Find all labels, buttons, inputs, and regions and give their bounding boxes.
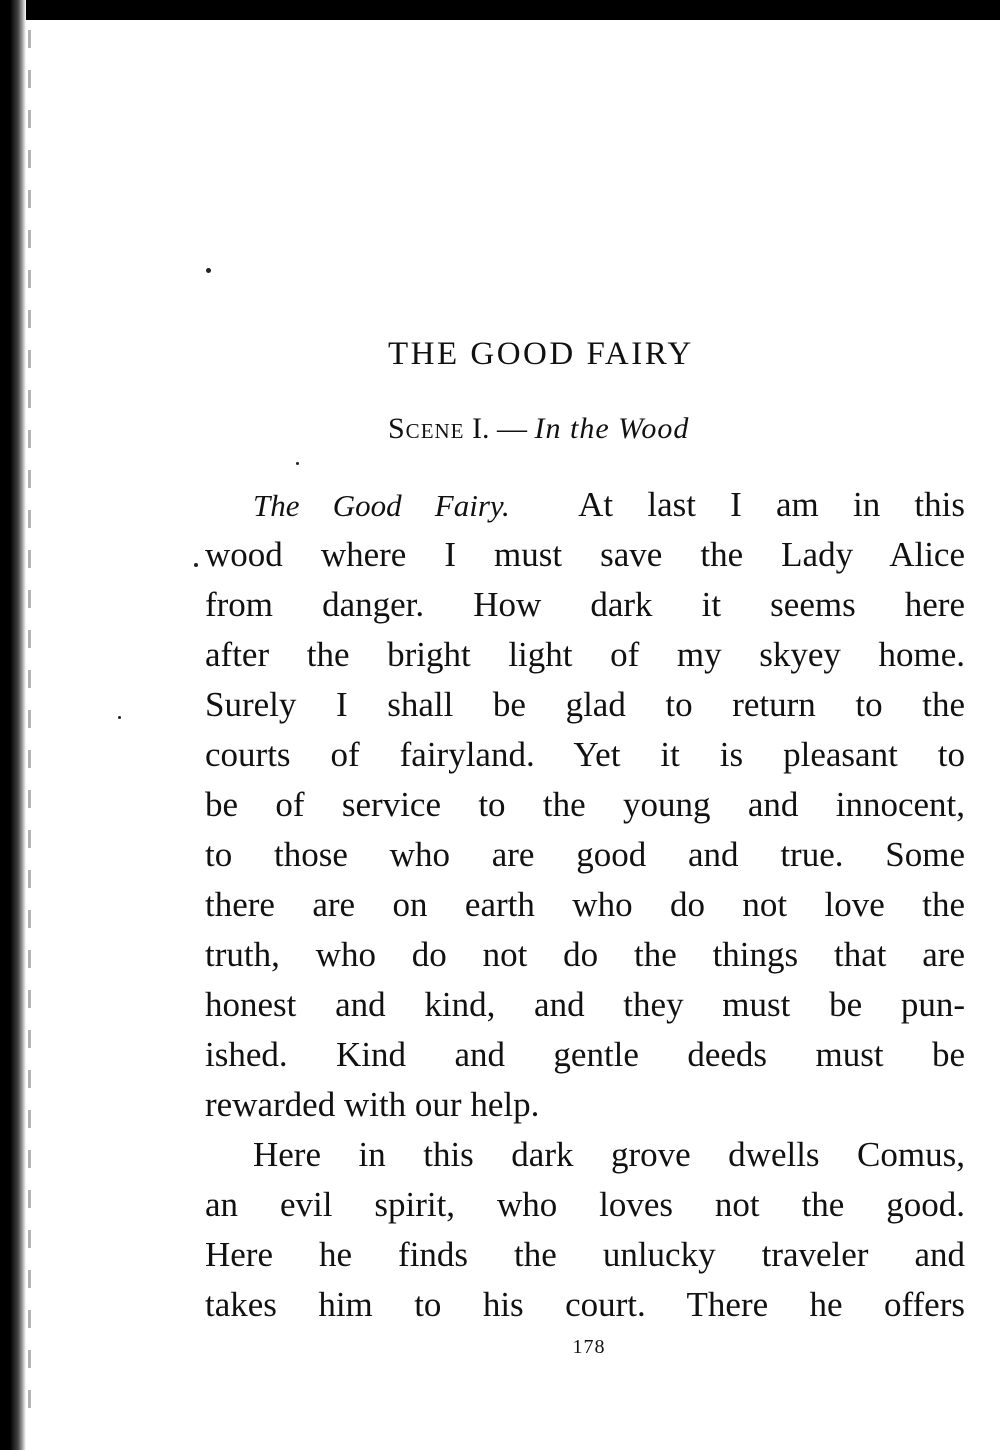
scan-speck [206, 268, 211, 273]
text-line: after the bright light of my skyey home. [205, 635, 965, 674]
text-line [205, 480, 965, 530]
text-line: honest and kind, and they must be pun- [205, 985, 965, 1024]
page-number: 178 [572, 1336, 606, 1358]
text-line: takes him to his court. There he offers [205, 1285, 965, 1324]
scan-edge-streak [28, 30, 31, 1430]
scan-speck [194, 563, 198, 567]
body-text [205, 480, 965, 1330]
scan-left-border [0, 0, 26, 1450]
text-line: courts of fairyland. Yet it is pleasant to [205, 735, 965, 774]
scan-speck [118, 716, 121, 719]
scan-speck [296, 462, 299, 465]
speaker-name: The Good Fairy. [253, 488, 510, 523]
text-line: wood where I must save the Lady Alice [205, 535, 965, 574]
text-line: Here he finds the unlucky traveler and [205, 1235, 965, 1274]
text-line: to those who are good and true. Some [205, 835, 965, 874]
scene-label: Scene [388, 412, 465, 445]
text-line: there are on earth who do not love the [205, 885, 965, 924]
page-title: THE GOOD FAIRY [388, 336, 694, 372]
scene-heading [388, 412, 689, 446]
text-line: be of service to the young and innocent, [205, 785, 965, 824]
scene-location: In the Wood [534, 412, 690, 445]
text-line: rewarded with our help. [205, 1085, 540, 1124]
text-line-content: At last I am in this [578, 485, 965, 524]
text-line: ished. Kind and gentle deeds must be [205, 1035, 965, 1074]
scan-top-border [0, 0, 1000, 20]
text-line: Surely I shall be glad to return to the [205, 685, 965, 724]
scene-number: I. — [464, 412, 535, 445]
text-line: Here in this dark grove dwells Comus, [253, 1135, 965, 1174]
text-line: from danger. How dark it seems here [205, 585, 965, 624]
text-line: truth, who do not do the things that are [205, 935, 965, 974]
text-line: an evil spirit, who loves not the good. [205, 1185, 965, 1224]
